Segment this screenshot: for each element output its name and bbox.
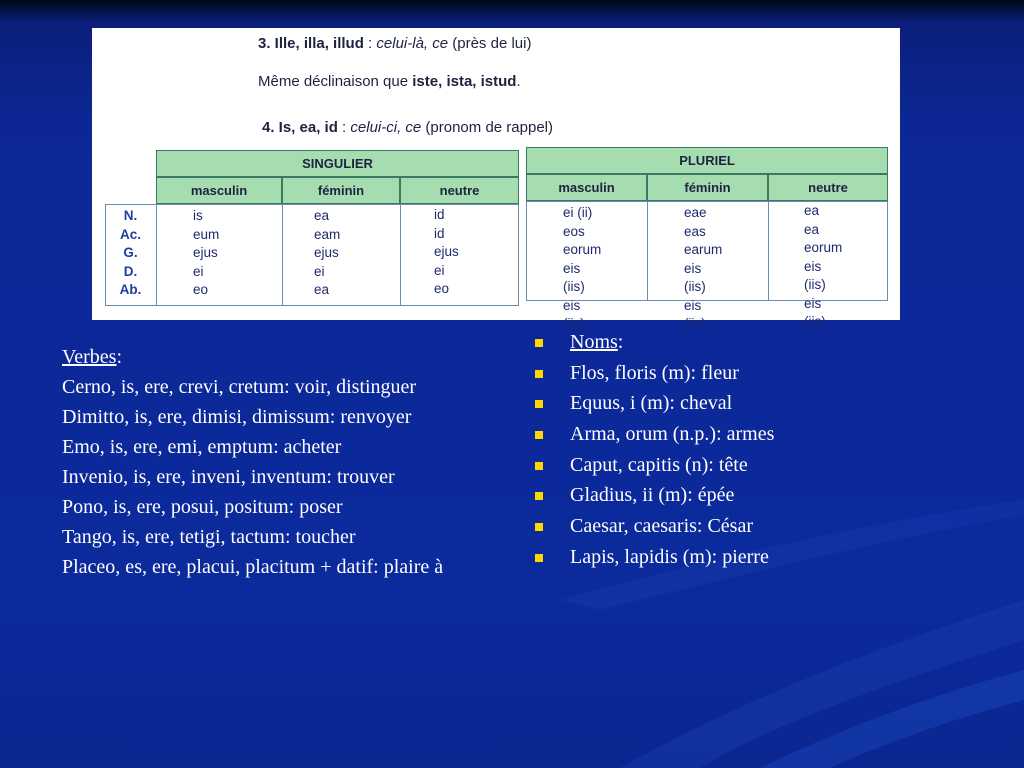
- pluriel-feminin-forms: [684, 204, 722, 334]
- form-cell: eis (iis): [684, 260, 706, 294]
- form-cell: eorum: [804, 240, 843, 255]
- form-cell: ei: [314, 263, 325, 279]
- divider: [156, 204, 157, 306]
- case-labels: [105, 207, 156, 300]
- singulier-neutre-forms: [434, 206, 459, 299]
- nom-entry: Lapis, lapidis (m): pierre: [534, 546, 1004, 569]
- verbes-list: [62, 346, 502, 586]
- singulier-col-feminin: féminin: [282, 177, 400, 204]
- case-label: D.: [123, 263, 138, 279]
- pluriel-col-masculin: masculin: [526, 174, 647, 201]
- nom-entry: Flos, floris (m): fleur: [534, 362, 1004, 385]
- form-cell: eorum: [563, 242, 602, 257]
- case-label: Ac.: [119, 226, 141, 242]
- verbe-entry: Tango, is, ere, tetigi, tactum: toucher: [62, 526, 356, 548]
- form-cell: ea: [804, 203, 820, 218]
- form-cell: eis (iis): [804, 295, 826, 329]
- form-cell: ei: [193, 263, 204, 279]
- form-cell: ei: [434, 262, 445, 278]
- form-cell: eo: [434, 281, 450, 296]
- case-label: Ab.: [119, 282, 142, 297]
- form-cell: is: [193, 208, 203, 223]
- form-cell: ea: [314, 208, 330, 223]
- pluriel-title: PLURIEL: [526, 147, 888, 174]
- form-cell: eae: [684, 205, 707, 220]
- singulier-col-masculin: masculin: [156, 177, 282, 204]
- case-label: N.: [123, 208, 138, 223]
- form-cell: eum: [193, 226, 220, 242]
- square-bullet-icon: [535, 339, 543, 347]
- scan-line-is: 4. Is, ea, id : celui-ci, ce (pronom de rappel): [262, 119, 553, 136]
- verbe-entry: Pono, is, ere, posui, positum: poser: [62, 496, 343, 518]
- form-cell: id: [434, 225, 445, 241]
- form-cell: eis (iis): [563, 297, 585, 331]
- divider: [282, 204, 283, 306]
- pluriel-neutre-forms: [804, 202, 842, 332]
- pluriel-col-neutre: neutre: [768, 174, 888, 201]
- form-cell: eis (iis): [684, 297, 706, 331]
- square-bullet-icon: [535, 400, 543, 408]
- square-bullet-icon: [535, 523, 543, 531]
- verbes-heading: Verbes:: [62, 346, 122, 368]
- verbe-entry: Emo, is, ere, emi, emptum: acheter: [62, 436, 342, 458]
- noms-list: [534, 331, 1004, 577]
- divider: [768, 201, 769, 301]
- nom-entry: Gladius, ii (m): épée: [534, 484, 1004, 507]
- nom-entry: Equus, i (m): cheval: [534, 392, 1004, 415]
- verbe-entry: Invenio, is, ere, inveni, inventum: trouver: [62, 466, 395, 488]
- scan-line-ille: 3. Ille, illa, illud : celui-là, ce (près de lui): [258, 35, 532, 52]
- noms-heading: Noms:: [534, 331, 1004, 354]
- singulier-col-neutre: neutre: [400, 177, 519, 204]
- form-cell: earum: [684, 242, 723, 257]
- square-bullet-icon: [535, 462, 543, 470]
- case-label: G.: [123, 245, 138, 260]
- nom-entry: Arma, orum (n.p.): armes: [534, 423, 1004, 446]
- pluriel-col-feminin: féminin: [647, 174, 768, 201]
- divider: [647, 201, 648, 301]
- form-cell: ea: [314, 282, 330, 297]
- singulier-feminin-forms: [314, 207, 340, 300]
- form-cell: eas: [684, 223, 706, 239]
- singulier-title: SINGULIER: [156, 150, 519, 177]
- divider: [400, 204, 401, 306]
- form-cell: eis (iis): [563, 260, 585, 294]
- verbe-entry: Dimitto, is, ere, dimisi, dimissum: renvoyer: [62, 406, 412, 428]
- verbe-entry: Placeo, es, ere, placui, placitum + datif: plaire à: [62, 556, 444, 578]
- scan-line-declinaison: Même déclinaison que iste, ista, istud.: [258, 73, 521, 90]
- form-cell: eam: [314, 226, 341, 242]
- square-bullet-icon: [535, 492, 543, 500]
- form-cell: eos: [563, 223, 585, 239]
- form-cell: ea: [804, 221, 820, 237]
- nom-entry: Caput, capitis (n): tête: [534, 454, 1004, 477]
- form-cell: ejus: [434, 244, 459, 259]
- nom-entry: Caesar, caesaris: César: [534, 515, 1004, 538]
- form-cell: id: [434, 207, 445, 222]
- form-cell: ejus: [193, 245, 218, 260]
- square-bullet-icon: [535, 554, 543, 562]
- verbe-entry: Cerno, is, ere, crevi, cretum: voir, distinguer: [62, 376, 417, 398]
- form-cell: eis (iis): [804, 258, 826, 292]
- square-bullet-icon: [535, 370, 543, 378]
- form-cell: ei (ii): [563, 205, 593, 220]
- form-cell: ejus: [314, 245, 339, 260]
- singulier-masculin-forms: [193, 207, 219, 300]
- pluriel-masculin-forms: [563, 204, 601, 334]
- square-bullet-icon: [535, 431, 543, 439]
- declension-scan: [92, 28, 900, 331]
- form-cell: eo: [193, 282, 209, 297]
